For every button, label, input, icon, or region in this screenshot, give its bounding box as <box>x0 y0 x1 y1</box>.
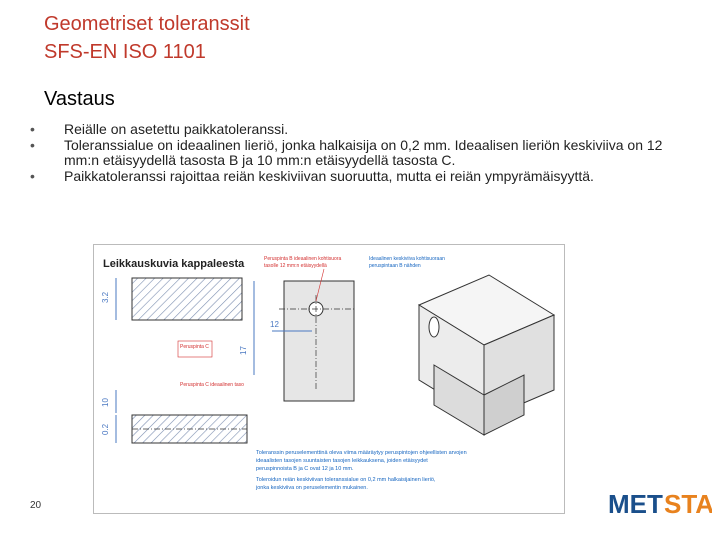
logo-text-sta: STA <box>664 489 712 519</box>
bullet-item <box>30 169 680 185</box>
callout-text: Peruspinta C <box>180 344 209 350</box>
bullet-text: Reiälle on asetettu paikkatoleranssi. <box>64 121 289 137</box>
description-line: ideaalisten tasojen suuntaisten tasojen leikkauksena, joiden etäisyydet <box>256 458 428 464</box>
callout-text: peruspintaan B nähden <box>369 263 421 269</box>
dimension-label: 10 <box>101 398 110 407</box>
slide-title-line-1: Geometriset toleranssit <box>44 13 250 35</box>
section-heading: Vastaus <box>44 88 115 110</box>
figure-heading: Leikkauskuvia kappaleesta <box>103 258 245 270</box>
bullet-dot: • <box>30 167 35 184</box>
callout-text: Peruspinta B ideaalinen kohtisuora <box>264 256 342 262</box>
bullet-item <box>30 138 680 169</box>
bullet-dot: • <box>30 136 35 153</box>
slide-title <box>44 10 250 66</box>
isometric-block <box>419 275 554 435</box>
bullet-list <box>30 122 680 184</box>
dimension-label: 0.2 <box>101 423 110 435</box>
dimension-label: 12 <box>270 320 279 329</box>
logo-text-met: MET <box>608 489 663 519</box>
metsta-logo <box>608 486 712 525</box>
callout-text: Ideaalinen keskiviiva kohtisuoraan <box>369 256 445 262</box>
description-line: Toleranssin peruselementtinä oleva viima määräytyy peruspintojen ohjeellisten arvojen <box>256 450 467 456</box>
callout-text: Peruspinta C ideaalinen taso <box>180 382 244 388</box>
slide-title-line-2: SFS-EN ISO 1101 <box>44 41 206 63</box>
bullet-item <box>30 122 680 138</box>
technical-drawing-figure <box>93 244 565 514</box>
description-line: peruspinnoista B ja C ovat 12 ja 10 mm. <box>256 466 354 472</box>
dimension-label: 3.2 <box>101 291 110 303</box>
bullet-dot: • <box>30 121 35 137</box>
plate-view <box>284 281 354 401</box>
callout-text: tasolle 12 mm:n etäisyydellä <box>264 263 327 269</box>
description-line: Toleroidun reiän keskiviivan toleranssialue on 0,2 mm halkaisijainen lieriö, <box>256 477 436 483</box>
section-view-top <box>132 278 242 320</box>
description-line: jonka keskiviiva on peruselementin mukainen. <box>256 485 368 491</box>
technical-drawing-svg <box>94 245 564 513</box>
page-number: 20 <box>30 500 42 511</box>
metsta-logo-svg <box>608 486 712 520</box>
dimension-label: 17 <box>239 346 248 355</box>
bullet-text: Toleranssialue on ideaalinen lieriö, jonka halkaisija on 0,2 mm. Ideaalisen lieriön keskiviiva on 12 mm:n etäisyydellä tasosta B ja 10 mm:n etäisyydellä tasosta C. <box>64 136 663 168</box>
bullet-text: Paikkatoleranssi rajoittaa reiän keskiviivan suoruutta, mutta ei reiän ympyrämäisyyttä. <box>64 167 594 184</box>
